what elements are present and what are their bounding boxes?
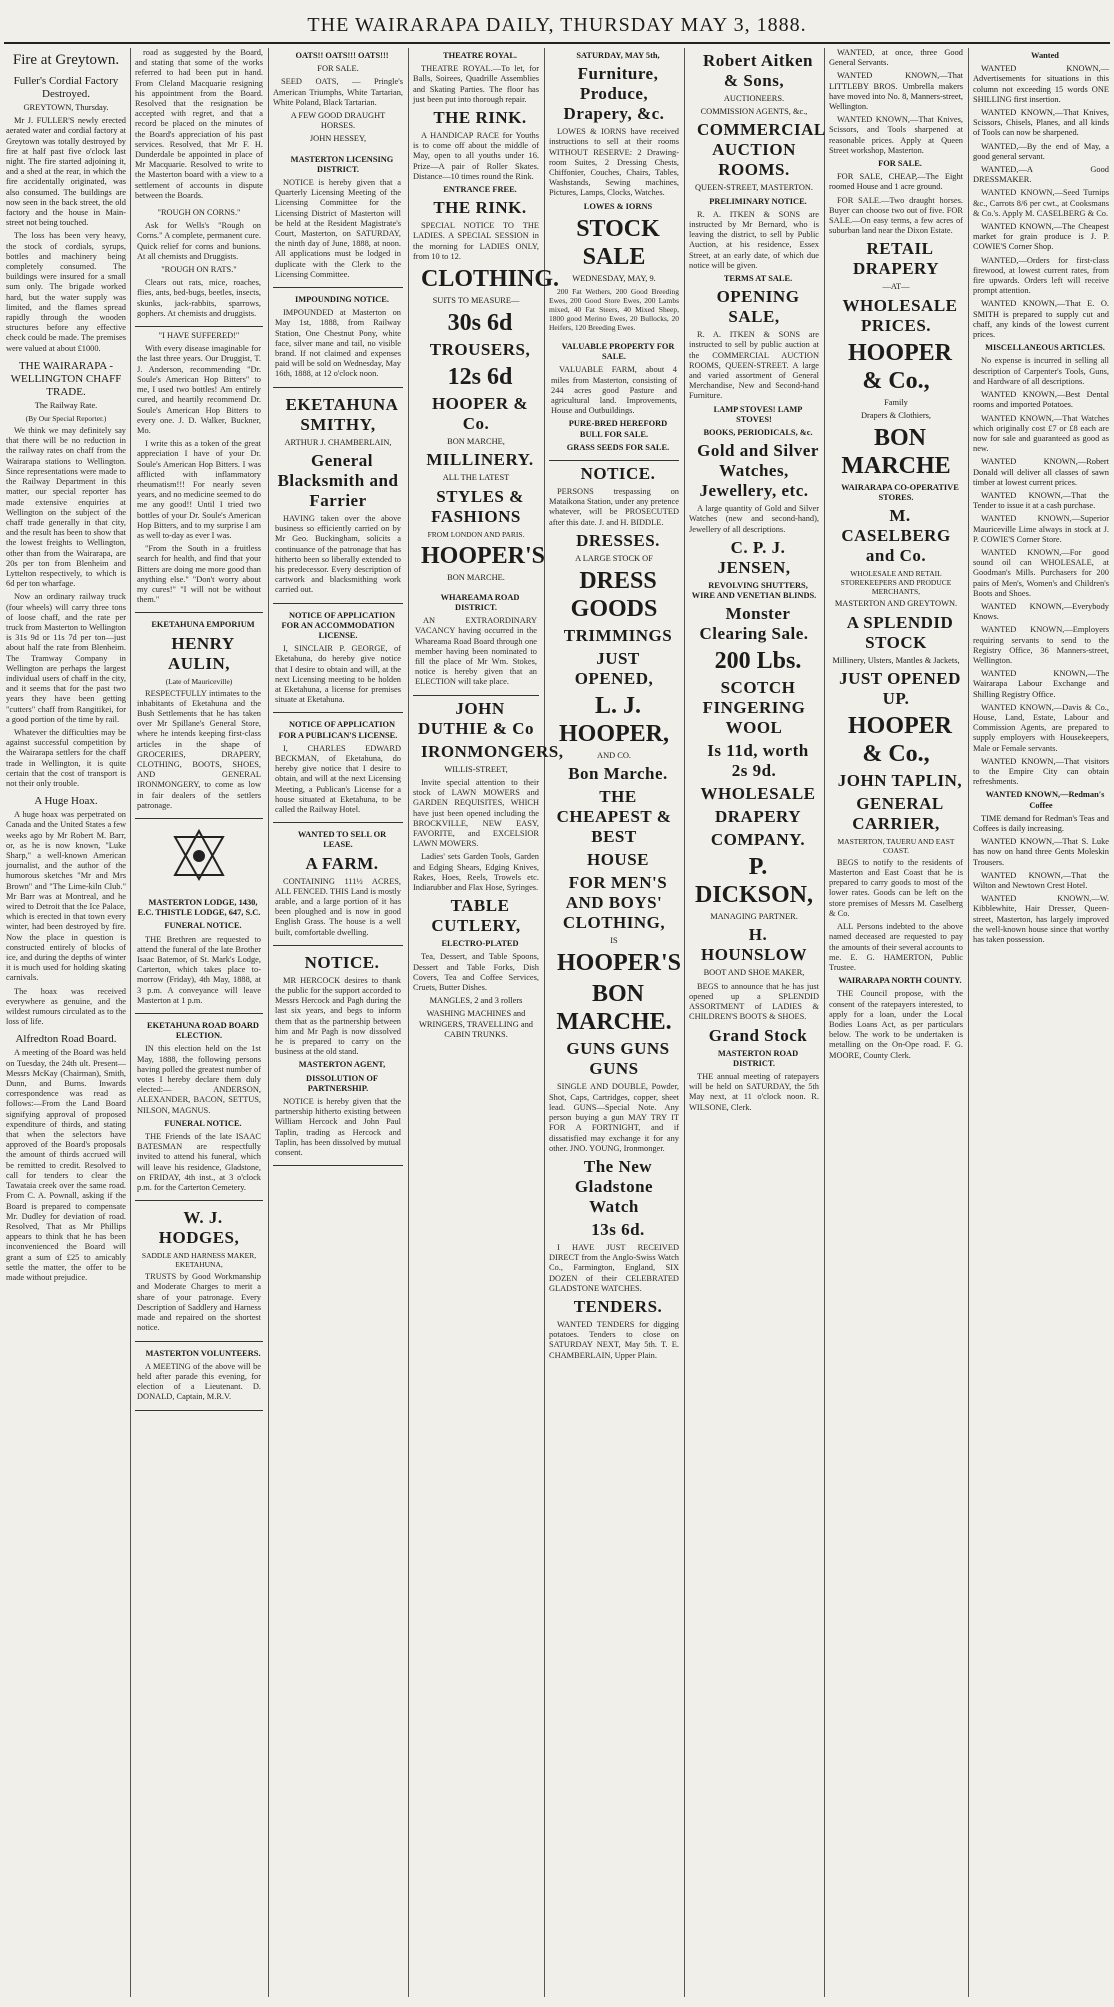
ad-text: BEGS to notify to the residents of Masterton and East Coast that he is prepared to carry goods to most of the lower rates. Goods can be left on the store premises of Messrs M. Caselberg & Co. [829, 857, 963, 918]
rink-heading-2: THE RINK. [433, 198, 527, 218]
dresses-heading: DRESSES. [576, 530, 660, 550]
smithy-heading: EKETAHUNA SMITHY, [285, 394, 399, 434]
classified: WANTED KNOWN,—Employers requiring servants to send to the Registry Office, 36 Manners-street, Wellington. [973, 625, 1109, 665]
smith-trade: General Blacksmith and Farrier [277, 450, 399, 510]
north-county: WAIRARAPA NORTH COUNTY. [838, 976, 962, 986]
column-6 [689, 48, 826, 1999]
ad-text: PERSONS trespassing on Mataikona Station, under any pretence whatever, will be PROSECUTED after this date. J. and H. BIDDLE. [549, 487, 679, 527]
classified: WANTED KNOWN,—Seed Turnips &c., Carrots 8/6 per cwt., at Cooksmans & Co.'s. Apply M. CASELBERG & Co. [973, 188, 1109, 218]
trousers-heading: TROUSERS, [429, 340, 531, 360]
from-heading: FROM LONDON AND PARIS. [427, 529, 525, 539]
article-text: The loss has been very heavy, the stock of cordials, syrups, bottles and machinery being completely consumed. The buildings were insured for a small sum only. The brigade worked hard, but the water supply was limited, and the flames spread rapidly through the wooden structures before any effective check could be made. The premises were valued at about £1000. [6, 231, 126, 353]
merchant-name: W. J. HODGES, [158, 1208, 240, 1248]
classified: TIME demand for Redman's Teas and Coffees is daily increasing. [973, 813, 1109, 834]
ad-text: "From the South in a fruitless search for health, and find that your Bitters are doing me more good than anything else." "Don't worry about my cures!" "I will not be without them." [137, 544, 261, 605]
article-body: Mr J. FULLER'S newly erected aerated water and cordial factory at Greytown was totally destroyed by fire at half past five o'clock last night. The fire started adjoining it, and a shed at the rear, in which the fire accidentally originated, was also consumed. The buildings are now seen in the back street, the old factory and the house in Main-street not being touched. [6, 116, 126, 228]
furniture-heading: Furniture, Produce, Drapery, &c. [563, 64, 665, 124]
article-text: A huge hoax was perpetrated on Canada and the United States a few weeks ago by Mr Robert M. Barr, or, as he is now known, "Luke Sharp," a well-known American journalist, and the author of the humorous sketches "Mr and Mrs Brown" and "The Lime-kiln Club." Mr Barr was at Montreal, and he wired to Detroit that the Ice Palace, which is erected in that town every winter, had been destroyed by fire. Now the place in question is constructed entirely of blocks of ice, and during the depths of winter it is much used for holding skating carnivals. [6, 810, 126, 983]
wholesale-prices: WHOLESALE PRICES. [842, 295, 958, 335]
is-text: IS [610, 936, 618, 946]
hooper-name: HOOPER & Co. [431, 394, 529, 434]
ad-text: Ask for Wells's "Rough on Corns." A complete, permanent cure. Quick relief for corns and bunions. At all chemists and Druggists. [137, 221, 261, 261]
for-mens-heading: FOR MEN'S AND BOYS' CLOTHING, [562, 873, 668, 933]
at-text: —AT— [882, 282, 910, 292]
managing: MANAGING PARTNER. [710, 912, 798, 922]
hoopers-name: HOOPER'S [557, 950, 682, 977]
ad-property [549, 335, 679, 461]
ad-text: THE Council propose, with the consent of the ratepayers interested, to apply for a loan, under the Local Bodies Loans Act, as per particulars below. The work to be undertaken is metalling on the On-Ope road. F. G. MOORE, County Clerk. [829, 989, 963, 1060]
ad-text: TRUSTS by Good Workmanship and Moderate Charges to merit a share of your patronage. Every Description of Saddlery and Harness made and repaired on the shortest notice. [137, 1272, 261, 1333]
classified: WANTED, at once, three Good General Servants. [829, 48, 963, 68]
dickson-name: P. DICKSON, [694, 854, 814, 909]
classified: WANTED KNOWN,—That Watches which originally cost £7 or £8 each are now for sale and guaranteed as good as new. [973, 413, 1109, 454]
ad-text: THE Brethren are requested to attend the funeral of the late Brother Isaac Batemor, of St. Mark's Lodge, Carterton, which takes place to-morrow (Friday), 4th May, 1888, at 3 p.m. A conveyance will leave Masterton at 1 p.m. [137, 934, 261, 1005]
article-text: Now an ordinary railway truck (four wheels) will carry three tons of loose chaff, and the rate per truck from Masterton to Wellington is 31s 9d or 11s 7d per ton—just about half the rate from Blenheim. The Tramway Company in Wellington are perhaps the largest individual users of chaff in the city, and it seems that for the past two years they have been getting "cutters" chaff from Rangitikei, for a good portion of the time by rail. [6, 592, 126, 724]
ad-text: SPECIAL NOTICE TO THE LADIES. A SPECIAL SESSION in the morning for LADIES ONLY, from 10 to 12. [413, 221, 539, 261]
and-co: AND CO. [597, 751, 631, 761]
column-5 [549, 48, 682, 1999]
seller-name: JOHN HESSEY, [309, 134, 367, 144]
ad-text: CONTAINING 111½ ACRES, ALL FENCED. THIS Land is mostly arable, and a large portion of it has been ploughed and is now in good English Grass. The house is a well built, comfortable dwelling. [275, 876, 401, 937]
column-7 [829, 48, 963, 1999]
bon-marche: BON MARCHE, [447, 437, 505, 447]
classified: WANTED KNOWN,—Advertisements for situations in this column not exceeding 15 words ONE SHILLING first insertion. [973, 64, 1109, 104]
classified: FOR SALE, CHEAP,—The Eight roomed House and 1 acre ground. [829, 172, 963, 192]
terms-heading: TERMS AT SALE. [723, 274, 793, 284]
ad-text: I HAVE JUST RECEIVED DIRECT from the Anglo-Swiss Watch Co., Farmington, England, SIX DOZEN of their CELEBRATED GLADSTONE WATCHES. [549, 1242, 679, 1293]
taplin-name: JOHN TAPLIN, [837, 770, 963, 790]
ad-text: Ladies' sets Garden Tools, Garden and Edging Shears, Edging Knives, Rakes, Hoes, Reels, Trowels etc. Indiarubber and Flax Hose, Syringes. [413, 852, 539, 892]
ad-farm [273, 823, 403, 946]
headline-road-board: Alfredton Road Board. [15, 1033, 117, 1046]
ad-text: THE Friends of the late ISAAC BATESMAN are respectfully invited to attend his funeral, which will leave his residence, Gladstone, on FRIDAY, 4th inst., at 3 o'clock p.m. for the Carterton Cemetery. [137, 1132, 261, 1193]
ad-text: LOWES & IORNS have received instructions to sell at their rooms WITHOUT RESERVE: 2 Drawing-room Suites, 2 Dressing Chests, Chiffonier, Couches, Chairs, Tables, Washstands, Sewing machines, Pictures, Lamps, Clocks, Watches. [549, 127, 679, 198]
clearing-heading: Monster Clearing Sale. [699, 604, 809, 644]
lodge-name: MASTERTON LODGE, 1430, E.C. THISTLE LODGE, 647, S.C. [137, 898, 261, 918]
notice-heading: NOTICE. [580, 464, 656, 484]
volunteers-heading: MASTERTON VOLUNTEERS. [145, 1348, 261, 1358]
classified: WANTED KNOWN,—That E. O. SMITH is prepared to supply cut and chaff, any kinds of the lowest current prices. [973, 299, 1109, 340]
ad-text: R. A. ITKEN & SONS are instructed to sell by public auction at the COMMERCIAL AUCTION ROOMS, QUEEN-STREET. A large and varied assortment of General Merchandise, New and Second-hand Furniture. [689, 330, 819, 401]
masthead: THE WAIRARAPA DAILY, THURSDAY MAY 3, 1888. [307, 14, 807, 36]
subhead-fire: Fuller's Cordial Factory Destroyed. [13, 75, 119, 100]
ad-text: I, SINCLAIR P. GEORGE, of Eketahuna, do hereby give notice that I desire to obtain and will, at the next Licensing meeting to be holden at Eketahuna, a license for premises situate at Eketahuna. [275, 644, 401, 705]
farm-heading: A FARM. [305, 853, 379, 873]
aitken-name: Robert Aitken & Sons, [703, 51, 813, 90]
splendid-stock: A SPLENDID STOCK [846, 612, 954, 652]
drapery-heading: DRAPERY [714, 807, 801, 827]
family: Family [884, 397, 908, 407]
ad-text: MR HERCOCK desires to thank the public for the support accorded to Messrs Hercock and Pagh during the last six years, and begs to inform them that as the partnership between him and Mr Pagh is now dissolved he is prepared to carry on the business at the old stand. [275, 975, 401, 1057]
dateline: GREYTOWN, Thursday. [23, 103, 109, 112]
electro-heading: ELECTRO-PLATED [441, 939, 519, 949]
trimmings-heading: TRIMMINGS [563, 626, 673, 646]
just-opened: JUST OPENED UP. [839, 668, 961, 708]
funeral-notice: FUNERAL NOTICE. [164, 921, 242, 931]
for-sale: FOR SALE. [317, 64, 359, 74]
column-8 [973, 48, 1109, 1999]
bon-marche-heading: BON MARCHE. [556, 981, 672, 1036]
guns-heading: GUNS GUNS GUNS [566, 1039, 670, 1079]
classified: WANTED KNOWN,—Everybody Knows. [973, 601, 1109, 622]
classified: WANTED KNOWN,—The Wairarapa Labour Exchange and Shilling Registry Office. [973, 669, 1109, 699]
ad-text: A MEETING of the above will be held after parade this evening, for election of a Lieutenant. D. DONALD, Captain, M.R.V. [137, 1361, 261, 1402]
ad-text: ALL Persons indebted to the above named deceased are requested to pay the amounts of their several accounts to me. E. G. HAMERTON, Public Trustee. [829, 922, 963, 972]
ad-heading: "ROUGH ON RATS." [161, 265, 237, 275]
route: MASTERTON, TAUERU AND EAST COAST. [837, 836, 955, 855]
redman-heading: WANTED KNOWN,—Redman's Coffee [985, 790, 1105, 810]
ad-text: IN this election held on the 1st May, 1888, the following persons having polled the greatest number of votes I hereby declare them duly elected:— ANDERSON, ALEXANDER, BACON, SETTUS, NILSON, MAGNUS. [137, 1044, 261, 1115]
ad-license-2 [273, 713, 403, 823]
company-heading: COMPANY. [710, 830, 806, 850]
stock-sale-date: WEDNESDAY, MAY, 9. [572, 273, 656, 283]
watch-price: 13s 6d. [591, 1219, 645, 1239]
mangles: MANGLES, 2 and 3 rollers [429, 996, 523, 1006]
entrance-heading: ENTRANCE FREE. [443, 185, 517, 195]
article-text: Whatever the difficulties may be against successful competition by the Wairarapa settlers for the chaff trade in Wellington, it is quite certain that the cost of transport is not their only trouble. [6, 727, 126, 788]
bon-marche-2: BON MARCHE. [447, 572, 505, 582]
classified: WANTED KNOWN,—W. Kibblewhite, Hair Dresser, Queen-street, Masterton, has largely improved the well-known house since that worthy has taken possession. [973, 894, 1109, 945]
hooper-name-2: HOOPER & Co., [847, 712, 952, 767]
ad-heading: "I HAVE SUFFERED!" [158, 331, 240, 341]
ad-text: THE annual meeting of ratepayers will be held on SATURDAY, the 5th May next, at 11 o'clock noon. R. WILSONE, Clerk. [689, 1071, 819, 1112]
co-op-stores: WAIRARAPA CO-OPERATIVE STORES. [841, 483, 959, 503]
bull-heading: PURE-BRED HEREFORD BULL FOR SALE. [568, 419, 668, 439]
auctioneers: AUCTIONEERS. [723, 94, 785, 103]
article-text: The hoax was received everywhere as genuine, and the wildest rumours circulated as to the loss of life. [6, 986, 126, 1027]
ad-text: HAVING taken over the above business so efficiently carried on by Mr Geo. Buckingham, solicits a continuance of the patronage that has hitherto been so liberally extended to his predecessor. Every description of cartwork and blacksmithing work carried out. [275, 513, 401, 595]
duthie-name: JOHN DUTHIE & Co [417, 698, 534, 738]
column-divider [824, 48, 825, 1997]
auctioneer-name: LOWES & IORNS [583, 201, 653, 211]
headline-chaff-trade: THE WAIRARAPA - WELLINGTON CHAFF TRADE. [10, 359, 122, 398]
retail-drapery: RETAIL DRAPERY [852, 239, 939, 279]
ad-rough-on-corns [135, 204, 263, 327]
ad-text: NOTICE is hereby given that the partnership hitherto existing between William Hercock and John Paul Taplin, trading as Hercock and Taplin, has been dissolved by mutual consent. [275, 1097, 401, 1158]
ad-text: R. A. ITKEN & SONS are instructed by Mr Bernard, who is leaving the district, to sell by Public Auction, at his residence, Essex Street, at an early date, of which due notice will be given. [689, 209, 819, 270]
cutlery-heading: TABLE CUTLERY, [431, 896, 521, 936]
towns: MASTERTON AND GREYTOWN. [834, 599, 958, 609]
headline-hoax: A Huge Hoax. [34, 795, 98, 808]
ad-smithy [273, 388, 403, 604]
classified: WANTED,—Orders for first-class firewood, at lowest current rates, from fire upwards. Orders left will receive prompt attention. [973, 255, 1109, 296]
for-sale: FOR SALE. [878, 159, 922, 169]
headline-fire: Fire at Greytown. [12, 52, 120, 68]
ad-text: I write this as a token of the great appreciation I have of your Dr. Soule's American Hop Bitters. I was afflicted with inflammatory rheumatism!!! For nearly seven years, and no medicine seemed to do me any good!! Until I tried two bottles of your Dr. Soule's American Hop Bitters, and to my surprise I am as well to-day as ever I was. [137, 439, 261, 540]
sale-date: SATURDAY, MAY 5th, [576, 51, 660, 60]
ad-text: 200 Fat Wethers, 200 Good Breeding Ewes, 200 Good Store Ewes, 200 Lambs mixed, 40 Fat Steers, 40 Mixed Sheep, 1800 good Merino Ewes, 20 Bullocks, 20 Heifers, 120 Breeding Ewes. [549, 287, 679, 333]
revolving-heading: REVOLVING SHUTTERS, WIRE AND VENETIAN BLINDS. [691, 580, 817, 601]
ad-emporium [135, 613, 263, 819]
ad-text: With every disease imaginable for the last three years. Our Druggist, T. J. Anderson, recommending "Dr. Soule's American Hop Bitters" to me, I used two bottles! Am entirely cured, and heartily recommend Dr. Soule's American Hop Bitters to every one. J. D. Walker, Buckner, Mo. [137, 344, 261, 435]
ad-text: Clears out rats, mice, roaches, flies, ants, bed-bugs, beetles, insects, skunks, jack-rabbits, sparrows, gophers. At chemists and druggists. [137, 278, 261, 318]
partnership-heading: DISSOLUTION OF PARTNERSHIP. [306, 1073, 378, 1093]
article-text: A meeting of the Board was held on Tuesday, the 24th ult. Present—Messrs McKay (Chairman), Smith, Dunn, and Burns. Inwards correspondence was read as follows:—From the Land Board signifying approval of proposed expenditure of thirds, and stating that when the selectors have approved of the Board's proposals the amount of thirds accrued will be remitted to credit. Resolved to call for tenders to clear the Tawataia creek over the same road. From C. A. Pownall, asking if the Board is prepared to compensate Mr. Dudley for deviation of road. Resolved, That as Mr Phillips appears to think that he has been inconvenienced the Board will grant a sum of £25 to amicably settle the matter, the offer to be made without prejudice. [6, 1048, 126, 1282]
ad-hodges [135, 1201, 263, 1341]
theatre-heading: THEATRE ROYAL. [443, 51, 517, 60]
classified: WANTED KNOWN,—That Knives, Scissors, Chisels, Planes, and all kinds of Tools can now be sharpened. [973, 108, 1109, 138]
classified: WANTED KNOWN,—That Knives, Scissors, and Tools sharpened at reasonable prices. Apply at Queen Street workshop, Masterton. [829, 115, 963, 155]
ad-text: SEED OATS, — Pringle's American Triumphs, White Tartarian, White Poland, Black Tartarian. [273, 77, 403, 107]
classified: WANTED KNOWN,—That the Wilton and Newtown Crest Hotel. [973, 870, 1109, 891]
classified: WANTED KNOWN,—That the Tender to issue it at a cash purchase. [973, 490, 1109, 511]
caselberg-name: M. CASELBERG and Co. [841, 506, 951, 566]
ad-lodge [135, 891, 263, 1014]
suits-heading: SUITS TO MEASURE— [432, 296, 520, 306]
styles-heading: STYLES & FASHIONS [431, 486, 524, 526]
ad-text: SINGLE AND DOUBLE, Powder, Shot, Caps, Cartridges, copper, sheet lead. GUNS—Special Note. Any person buying a gun MAY TRY IT FOR A FORTNIGHT, and if dissatisfied may exchange it for any other. JNO. YOUNG, Ironmonger. [549, 1082, 679, 1153]
merchant-name: HENRY AULIN, [167, 633, 235, 673]
agent-heading: MASTERTON AGENT, [298, 1060, 386, 1070]
wanted-heading: WANTED TO SELL OR LEASE. [297, 830, 387, 850]
stock-heading: A LARGE STOCK OF [575, 553, 653, 563]
suits-price: 30s 6d [447, 310, 513, 337]
hooper-name: HOOPER & Co., [847, 339, 952, 394]
preliminary-heading: PRELIMINARY NOTICE. [709, 196, 807, 206]
ad-text: AN EXTRAORDINARY VACANCY having occurred in the Whareama Road Board through one member having been nominated to fill the place of Mr Wm. Stokes, notice is hereby given that an ELECTION will take place. [415, 616, 537, 687]
price-heading: Is 11d, worth 2s 9d. [707, 741, 809, 781]
subhead-railway-rate: The Railway Rate. [34, 400, 98, 410]
column-divider [130, 48, 131, 1997]
notice-heading: NOTICE. [304, 952, 380, 972]
lamp-heading: LAMP STOVES! LAMP STOVES! [713, 404, 803, 424]
horses-heading: A FEW GOOD DRAUGHT HORSES. [290, 111, 386, 131]
license-heading: NOTICE OF APPLICATION FOR AN ACCOMMODATION LICENSE. [281, 610, 396, 640]
ad-impounding [273, 288, 403, 388]
byline: (By Our Special Reporter.) [25, 414, 107, 424]
road-district-heading: WHAREAMA ROAD DISTRICT. [440, 592, 520, 613]
bon-marche: Bon Marche. [568, 764, 668, 784]
oats-heading: OATS!! OATS!!! OATS!!! [295, 51, 389, 60]
classified: WANTED KNOWN,—That visitors to the Empire City can obtain refreshments. [973, 756, 1109, 787]
ironmongers: IRONMONGERS, [421, 741, 564, 761]
ad-heading: EKETAHUNA EMPORIUM [151, 620, 255, 630]
classified: WANTED KNOWN,—For good sound oil can WHOLESALE, at Goodman's Mills. Purchasers for 200 pairs of Men's, Women's and Children's Boots and Shoes. [973, 547, 1109, 598]
classified: No expense is incurred in selling all description of Carpenter's Tools, Guns, and Hardware of all descriptions. [973, 356, 1109, 386]
gold-heading: Gold and Silver Watches, Jewellery, etc. [697, 441, 819, 501]
tenders-heading: TENDERS. [573, 1296, 663, 1316]
ad-text: RESPECTFULLY intimates to the inhabitants of Eketahuna and the Bush Settlements that he has taken over Mr Spillane's General Store, where he intends keeping first-class articles in the shape of GROCERIES, DRAPERY, CLOTHING, BOOTS, SHOES, AND GENERAL IRONMONGERY, to come as low in fair dealers of the settlers patronage. [137, 688, 261, 810]
wholesale-heading: WHOLESALE [700, 784, 816, 804]
carrier-heading: GENERAL CARRIER, [852, 793, 944, 833]
boot-maker: BOOT AND SHOE MAKER, [703, 968, 805, 978]
classified: WANTED,—A Good DRESSMAKER. [973, 165, 1109, 185]
license-heading: NOTICE OF APPLICATION FOR A PUBLICAN'S LICENSE. [278, 720, 398, 740]
commission: COMMISSION AGENTS, &c., [700, 107, 808, 117]
grand-stock: Grand Stock [708, 1025, 808, 1045]
column-divider [544, 48, 545, 1997]
impounding-heading: IMPOUNDING NOTICE. [295, 295, 389, 305]
classified: WANTED KNOWN,—Davis & Co., House, Land, Estate, Labour and Commission Agents, are prepared to supply employers with Housekeepers, Male or Female servants. [973, 702, 1109, 753]
grass-heading: GRASS SEEDS FOR SALE. [566, 442, 670, 452]
merchant-sub: SADDLE AND HARNESS MAKER, EKETAHUNA, [141, 1251, 257, 1270]
classified: WANTED KNOWN,—Superior Mauriceville Lime always in stock at J. P. COWIE'S Corner Store. [973, 514, 1109, 544]
washing: WASHING MACHINES and WRINGERS, TRAVELLING and CABIN TRUNKS. [419, 1009, 533, 1039]
rink-heading: THE RINK. [433, 108, 527, 128]
property-heading: VALUABLE PROPERTY FOR SALE. [561, 342, 675, 362]
wanted-heading: Wanted [1031, 51, 1059, 60]
books-heading: BOOKS, PERIODICALS, &c. [703, 428, 813, 438]
ad-text: VALUABLE FARM, about 4 miles from Masterton, consisting of 244 acres good Pasture and agricultural land. Improvements, House and Outbuildings. [551, 365, 677, 416]
bon-marche: BON MARCHE [841, 425, 951, 480]
ad-text: NOTICE is hereby given that a Quarterly Licensing Meeting of the Licensing Committee for the Licensing District of Masterton will be held at the Resident Magistrate's Court, Masterton, on SATURDAY, the ninth day of June, 1888, at noon. All applications must be lodged in duplicate with the Clerk to the Licensing Committee. [275, 178, 401, 279]
masthead-rule [4, 42, 1110, 44]
masonic-emblem-icon [169, 825, 229, 885]
ad-text: A large quantity of Gold and Silver Watches (new and second-hand), Jewellery of all descriptions. [689, 504, 819, 534]
ad-text: IMPOUNDED at Masterton on May 1st, 1888, from Railway Station, One Chestnut Pony, white face, silver mane and tail, no visible brand. If not claimed and expenses paid will be sold on Wednesday, May 16th, 1888, at 12 o'clock noon. [275, 308, 401, 379]
scotch-heading: SCOTCH FINGERING WOOL [702, 678, 806, 738]
lbs-heading: 200 Lbs. [714, 648, 802, 675]
latest-heading: ALL THE LATEST [442, 473, 510, 483]
opening-sale: OPENING SALE, [716, 287, 800, 327]
ad-text: A HANDICAP RACE for Youths is to come off about the middle of May, open to all youths under 16. Prize—A pair of Roller Skates. Distance—10 times round the Rink. [413, 131, 539, 181]
ad-volunteers [135, 1342, 263, 1411]
classified: WANTED,—By the end of May, a good general servant. [973, 141, 1109, 161]
classified: WANTED KNOWN,—Best Dental rooms and imported Potatoes. [973, 390, 1109, 410]
ad-election [135, 1014, 263, 1201]
lj-hooper-name: L. J. HOOPER, [558, 693, 669, 748]
ad-road-district [413, 586, 539, 696]
classified: FOR SALE.—Two draught horses. Buyer can choose two out of five. FOR SALE.—On easy terms, a few acres of suburban land near the Dixon Estate. [829, 195, 963, 236]
queen-street: QUEEN-STREET, MASTERTON. [694, 183, 814, 193]
column-3 [273, 48, 403, 1999]
column-divider [684, 48, 685, 1997]
millinery-heading: MILLINERY. [426, 450, 534, 470]
classified: WANTED KNOWN,—The Cheapest market for grain produce is J. P. COWIE'S Corner Shop. [973, 222, 1109, 252]
willis-street: WILLIS-STREET, [444, 764, 508, 774]
column-divider [268, 48, 269, 1997]
ad-text: BEGS to announce that he has just opened up a SPLENDID ASSORTMENT of LADIES & CHILDREN'S BOOTS & SHOES. [689, 981, 819, 1022]
article-text: We think we may definitely say that there will be no reduction in the railway rates on chaff from the Wairarapa stations to Wellington. Since representations were made to the Railway Department in this matter, our special reporter has made extensive enquiries at Wellington on the subject of the chaff trade generally in that city, and the result has been to show that the lowest freights to Wellington, other than from the Wairarapa, are 20s per ton from Blenheim and Lyttelton respectively, to which is 6d per ton wharfage. [6, 426, 126, 589]
classified: WANTED KNOWN,—That S. Luke has now on hand three Gents Moleskin Trousers. [973, 837, 1109, 867]
dress-goods-heading: DRESS GOODS [570, 568, 658, 623]
ad-text: Tea, Dessert, and Table Spoons, Dessert and Table Forks, Dish Covers, Tea and Coffee Services, Cruets, Butter Dishes. [413, 952, 539, 992]
column-4 [413, 48, 564, 1999]
column-divider [408, 48, 409, 1997]
trousers-price: 12s 6d [447, 364, 513, 391]
cheapest-heading: THE CHEAPEST & BEST [556, 787, 672, 847]
stock-sale-heading: STOCK SALE [576, 215, 660, 270]
election-heading: EKETAHUNA ROAD BOARD ELECTION. [147, 1021, 259, 1041]
licensing-heading: MASTERTON LICENSING DISTRICT. [290, 154, 394, 174]
column-1 [6, 48, 126, 1999]
clothing-heading: CLOTHING. [421, 266, 560, 293]
opened-heading: JUST OPENED, [574, 649, 654, 689]
commercial-rooms: COMMERCIAL AUCTION ROOMS. [697, 120, 826, 180]
drapers: Drapers & Clothiers, [860, 410, 931, 420]
misc-heading: MISCELLANEOUS ARTICLES. [985, 343, 1105, 353]
classified: WANTED KNOWN,—That LITTLEBY BROS. Umbrella makers have moved into No. 8, Manners-street, Wellington. [829, 71, 963, 112]
ad-testimonial [135, 327, 263, 613]
column-divider [968, 48, 969, 1997]
ad-text: I, CHARLES EDWARD BECKMAN, of Eketahuna, do hereby give notice that I desire to obtain, and will at the next Licensing Meeting, a Publican's License for a house situated at Eketahuna, to be called the Railway Hotel. [275, 743, 401, 814]
classified: WANTED KNOWN,—Robert Donald will deliver all classes of sawn timber at lowest current prices. [973, 457, 1109, 487]
caselberg-sub: WHOLESALE AND RETAIL STOREKEEPERS AND PRODUCE MERCHANTS, [840, 569, 952, 597]
funeral-notice-2: FUNERAL NOTICE. [164, 1118, 242, 1128]
ad-notice [273, 946, 403, 1166]
house-heading: HOUSE [586, 850, 650, 870]
hounslow-name: H. HOUNSLOW [700, 925, 808, 965]
ad-license-1 [273, 604, 403, 714]
ad-text: THEATRE ROYAL.—To let, for Balls, Soirees, Quadrille Assemblies and Skating Parties. The floor has just been put into thorough repair. [413, 64, 539, 104]
article-text: road as suggested by the Board, and stating that some of the works referred to had been put in hand. From Cleland Macquarie resigning his appointment from the Board. Resolved that the resignation be accepted with regret, and that a record be placed on the minutes of the Board's appreciation of his past services. Resolved, that Mr F. H. Dunderdale be appointed in place of Mr Macquarie. Resolved to write to the Masterton board with a view to a settlement of accounts in dispute between the Boards. [135, 48, 263, 200]
ad-licensing [273, 148, 403, 288]
watch-heading: The New Gladstone Watch [574, 1156, 654, 1216]
ad-text: WANTED TENDERS for digging potatoes. Tenders to close on SATURDAY NEXT, May 5th. T. E. CHAMBERLAIN, Upper Plain. [549, 1319, 679, 1360]
column-2 [135, 48, 263, 1999]
millinery: Millinery, Ulsters, Mantles & Jackets, [832, 655, 960, 665]
merchant-sub: (Late of Mauriceville) [165, 676, 233, 686]
jensen-name: C. P. J. JENSEN, [717, 537, 791, 577]
ad-text: Invite special attention to their stock of LAWN MOWERS and GARDEN REQUISITES, WHICH have just been opened including the BROCKVILLE, NEW EASY, FAVORITE, and EXCELSIOR LAWN MOWERS. [413, 777, 539, 849]
ad-heading: "ROUGH ON CORNS." [157, 208, 241, 218]
smith-name: ARTHUR J. CHAMBERLAIN, [284, 437, 392, 447]
hoopers-name: HOOPER'S [421, 542, 546, 569]
district-heading: MASTERTON ROAD DISTRICT. [717, 1048, 799, 1068]
